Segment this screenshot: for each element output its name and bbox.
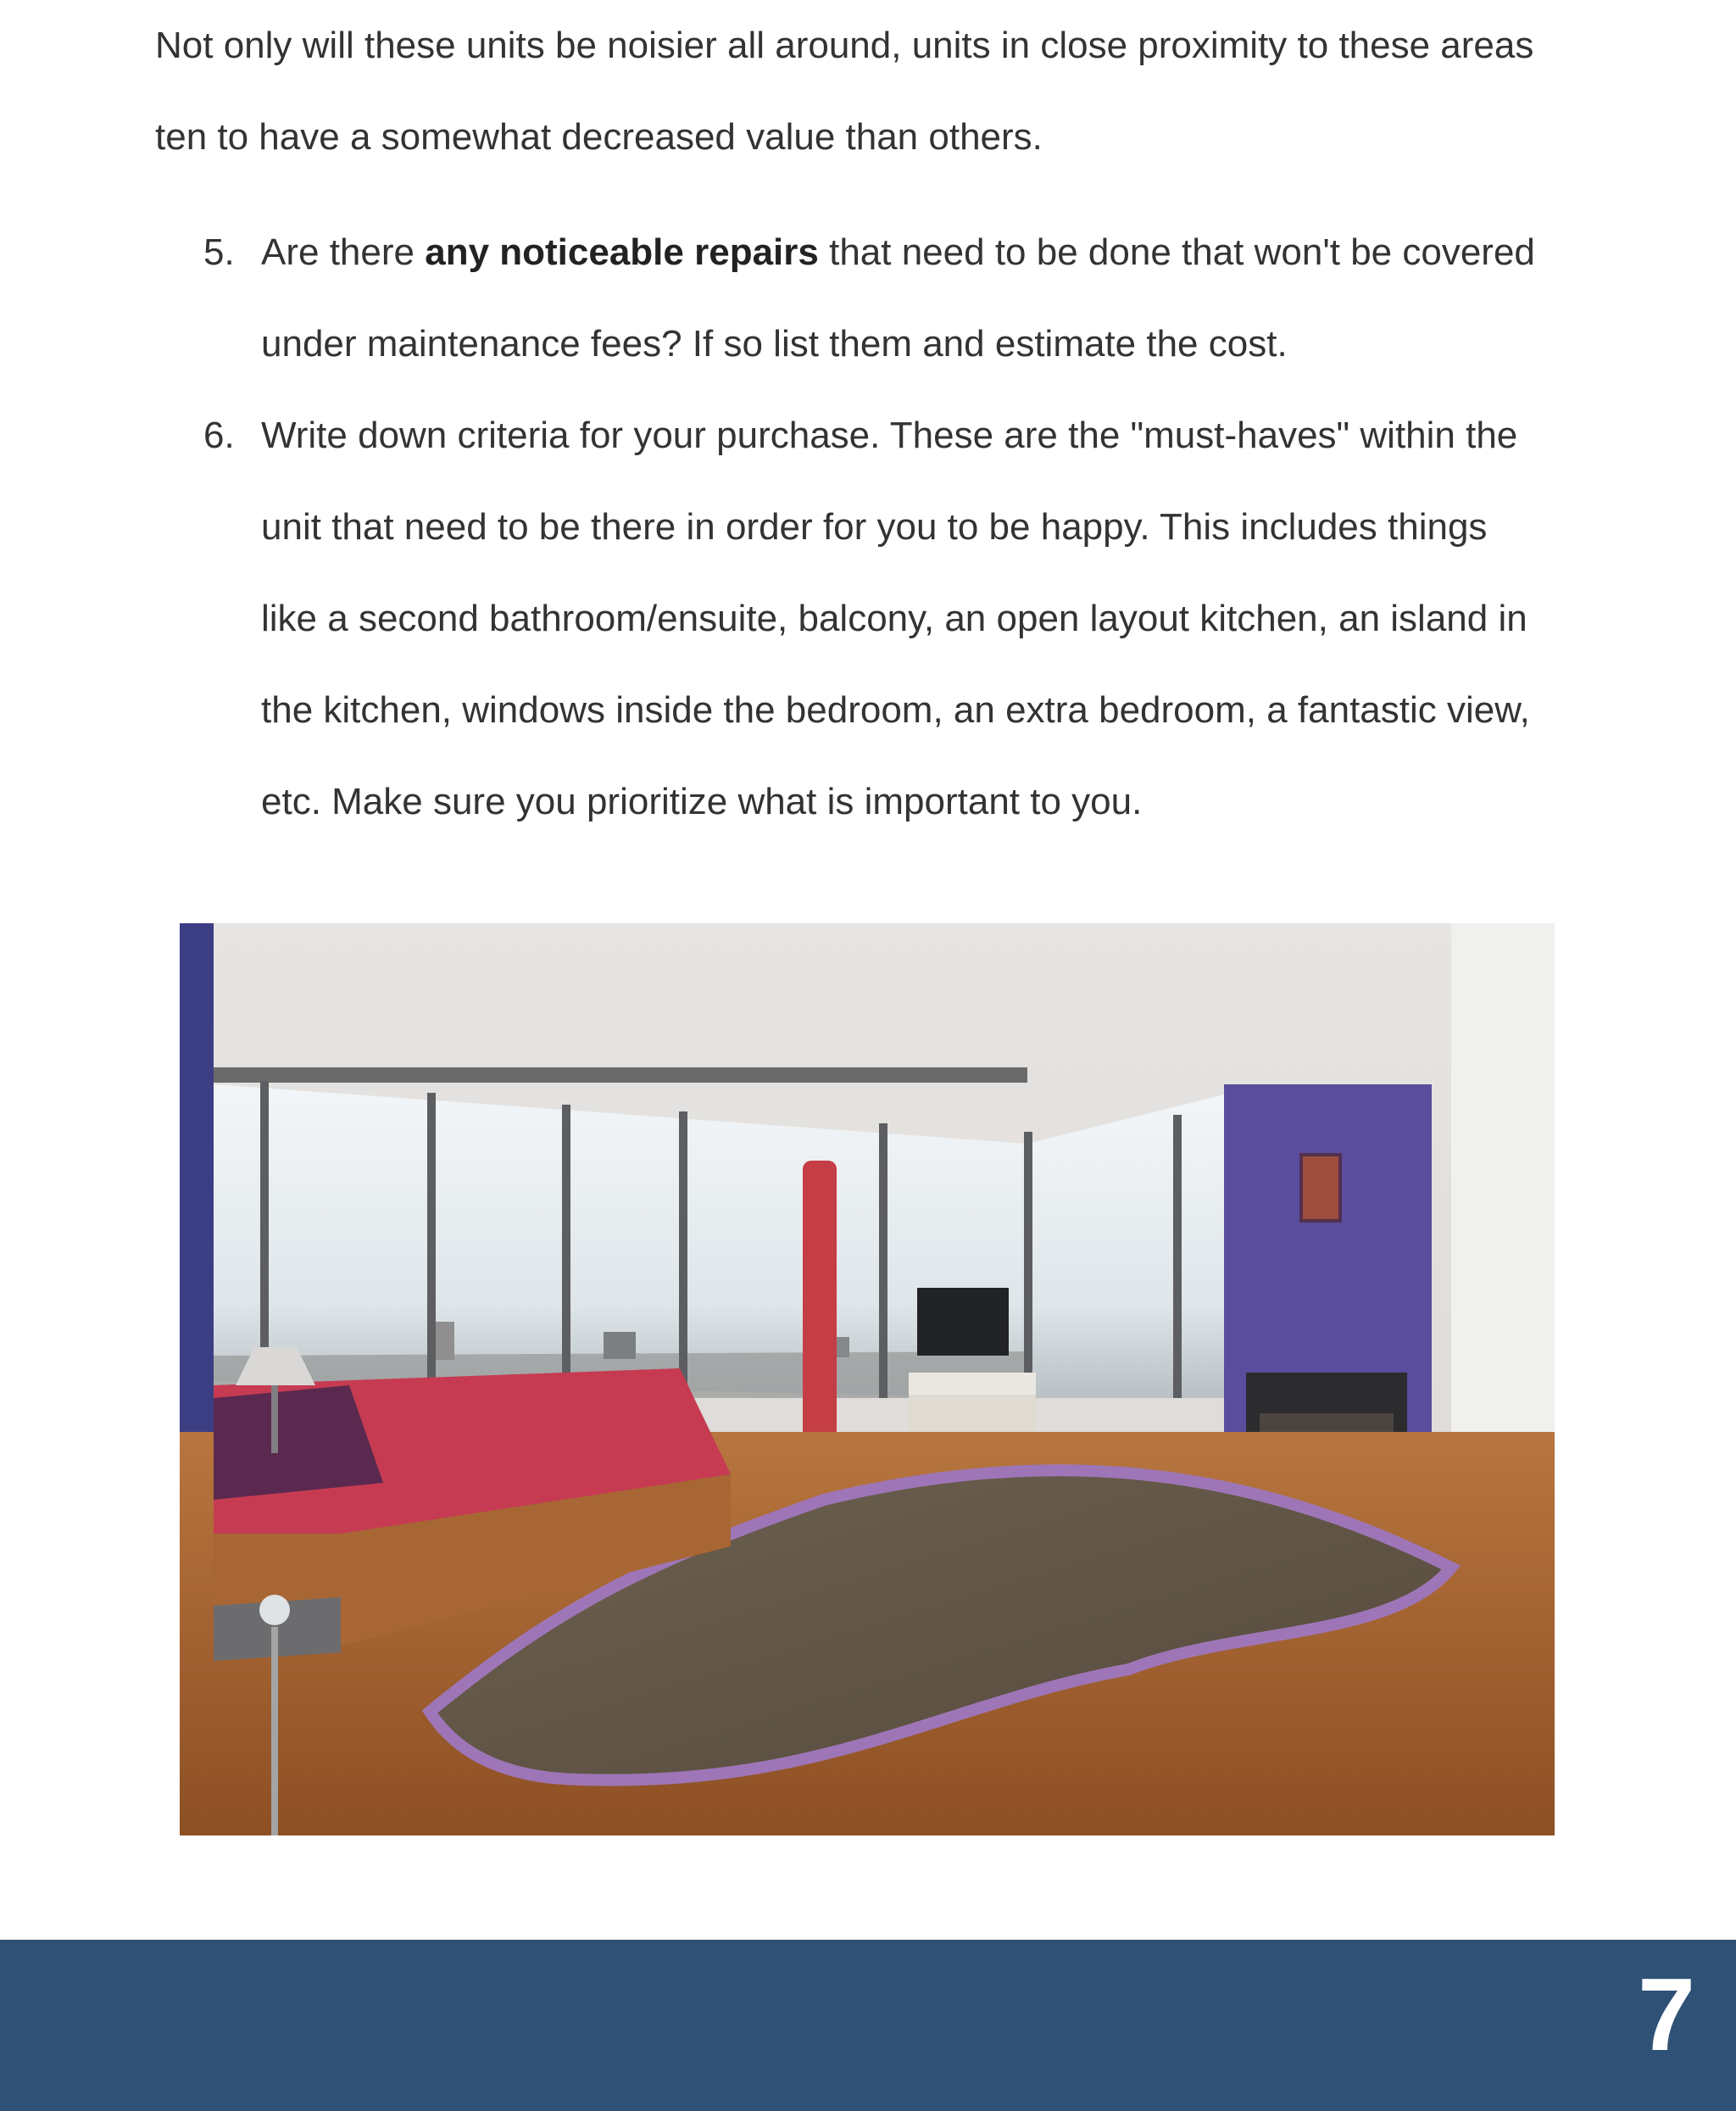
television [917,1288,1009,1356]
list-item-5 [203,207,1628,390]
text-run: Are there [261,231,426,273]
page-footer [0,1940,1736,2111]
page-number: 7 [1638,1957,1695,2072]
window-header-frame [214,1067,1027,1083]
list-item-6 [203,390,1628,848]
list-line: the kitchen, windows inside the bedroom, an extra bedroom, a fantastic view, [261,689,1530,731]
bedroom-photo [180,923,1555,1835]
window-frame-vertical [562,1105,570,1398]
list-number: 5. [203,231,235,273]
paragraph-line: Not only will these units be noisier all around, units in close proximity to these areas [155,25,1534,66]
intro-paragraph [155,0,1613,183]
lamp-post [271,1627,278,1835]
window-frame-vertical [1024,1132,1032,1398]
list-line [261,207,1628,298]
numbered-list [203,207,1628,848]
list-number: 6. [203,415,235,456]
window-frame-vertical [427,1093,436,1398]
red-column [803,1161,837,1449]
lamp-stand [271,1385,278,1453]
bedroom-photo-illustration [180,923,1555,1835]
list-line: etc. Make sure you prioritize what is important to you. [261,781,1143,822]
window-frame-vertical [1173,1115,1182,1398]
distant-building [434,1322,454,1360]
list-line: like a second bathroom/ensuite, balcony, an open layout kitchen, an island in [261,598,1527,639]
wall-art [1301,1155,1340,1221]
paragraph-line: ten to have a somewhat decreased value than others. [155,116,1043,158]
bold-phrase: any noticeable repairs [425,231,819,273]
distant-building [604,1332,636,1359]
window-frame-vertical [879,1123,887,1398]
list-line: Write down criteria for your purchase. These are the "must-haves" within the [261,415,1518,456]
bedside-decor [259,1595,290,1625]
desk-top [909,1373,1036,1395]
window-frame-vertical [679,1111,687,1398]
list-line: under maintenance fees? If so list them and estimate the cost. [261,323,1288,365]
window-view-right [1027,1093,1231,1398]
list-line: unit that need to be there in order for you to be happy. This includes things [261,506,1488,548]
text-run: that need to be done that won't be covered [818,231,1535,273]
